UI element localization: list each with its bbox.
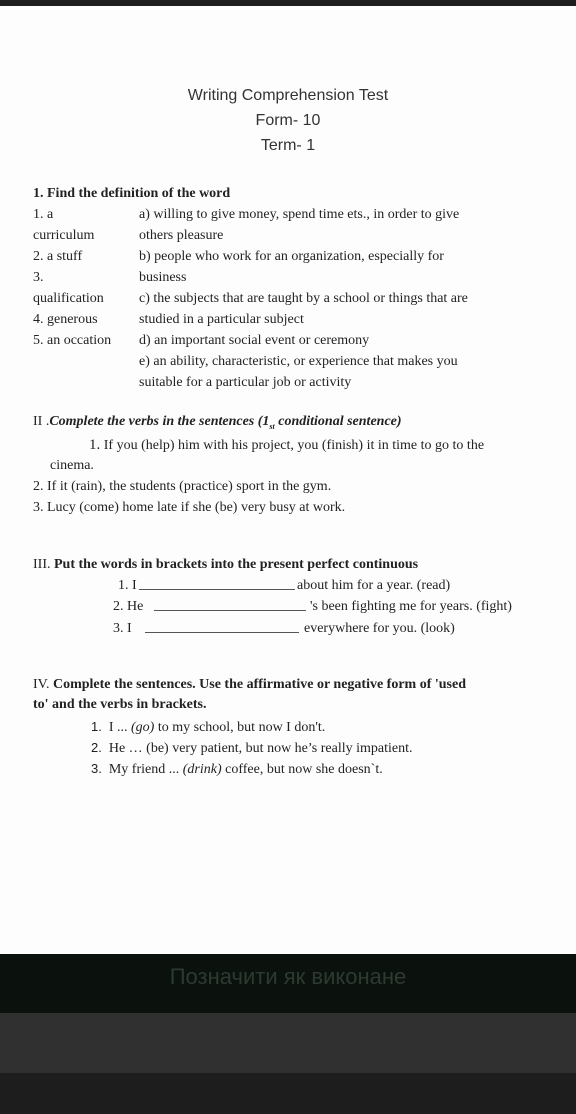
definition-line: suitable for a particular job or activity	[139, 375, 352, 390]
word-item: qualification	[33, 291, 104, 306]
definition-line: studied in a particular subject	[139, 312, 304, 327]
sentence-item	[89, 436, 484, 455]
sentence-continuation: cinema.	[50, 458, 94, 473]
section4-heading	[33, 676, 466, 694]
section2-heading	[33, 413, 402, 436]
list-number: 2.	[91, 740, 102, 755]
section2-heading-end: conditional sentence)	[274, 414, 402, 429]
definition-line: e) an ability, characteristic, or experience that makes you	[139, 354, 458, 369]
word-item: 2. a stuff	[33, 249, 83, 264]
test-form: Form- 10	[255, 112, 321, 129]
definition-line: others pleasure	[139, 228, 224, 243]
section4-heading-line1: Complete the sentences. Use the affirmative or negative form of 'used	[52, 677, 466, 692]
list-text-pre: I ...	[108, 720, 132, 735]
list-item	[91, 718, 325, 737]
test-title: Writing Comprehension Test	[187, 87, 389, 104]
answer-blank[interactable]	[154, 598, 306, 611]
word-item: 5. an occation	[33, 333, 112, 348]
bottom-panel	[0, 1013, 576, 1073]
word-item: 1. a	[33, 207, 54, 222]
definition-line: d) an important social event or ceremony	[139, 333, 370, 348]
navigation-bar	[0, 1073, 576, 1114]
fill-in-item: 1. I	[118, 578, 137, 593]
definition-line: a) willing to give money, spend time ets., in order to give	[139, 207, 460, 222]
definition-line: b) people who work for an organization, especially for	[139, 249, 444, 264]
sentence-number: 1.	[89, 437, 101, 453]
sentence-item: 2. If it (rain), the students (practice) sport in the gym.	[33, 479, 332, 494]
definition-line: c) the subjects that are taught by a school or things that are	[139, 291, 468, 306]
list-text-post: to my school, but now I don't.	[154, 720, 326, 735]
test-term: Term- 1	[260, 137, 316, 154]
section2-number: II .	[33, 414, 50, 429]
word-item: 4. generous	[33, 312, 98, 327]
list-item	[91, 739, 412, 758]
fill-in-rest: everywhere for you. (look)	[304, 621, 455, 636]
answer-blank[interactable]	[145, 620, 299, 633]
list-verb: (go)	[131, 720, 155, 735]
section3-heading	[33, 556, 418, 574]
list-text-pre: My friend ...	[108, 762, 183, 777]
fill-in-item: 3. I	[113, 621, 132, 636]
section1-heading: 1. Find the definition of the word	[33, 186, 231, 201]
list-verb: (drink)	[182, 762, 222, 777]
bottom-action-bar	[0, 954, 576, 1013]
mark-as-done-button[interactable]: Позначити як виконане	[169, 964, 407, 989]
list-number: 1.	[91, 719, 102, 734]
list-text-pre: He … (be) very patient, but now he’s really impatient.	[108, 741, 413, 756]
fill-in-rest: about him for a year. (read)	[297, 578, 451, 593]
section3-heading-text: Put the words in brackets into the present perfect continuous	[54, 557, 419, 572]
sentence-text: If you (help) him with his project, you (finish) it in time to go to the	[103, 438, 485, 453]
list-text-post: coffee, but now she doesn`t.	[221, 762, 383, 777]
section2-heading-text: Complete the verbs in the sentences (1	[49, 414, 270, 429]
word-item: 3.	[33, 270, 44, 285]
section4-heading-line2: to' and the verbs in brackets.	[33, 697, 207, 712]
section2-heading-sub: st	[269, 421, 275, 431]
fill-in-rest: 's been fighting me for years. (fight)	[310, 599, 512, 614]
fill-in-item: 2. He	[113, 599, 144, 614]
section3-number: III.	[33, 557, 51, 572]
section4-number: IV.	[33, 677, 50, 692]
definition-line: business	[139, 270, 187, 285]
list-item	[91, 760, 383, 779]
answer-blank[interactable]	[139, 577, 295, 590]
sentence-item: 3. Lucy (come) home late if she (be) very busy at work.	[33, 500, 346, 515]
list-number: 3.	[91, 761, 102, 776]
word-item: curriculum	[33, 228, 95, 243]
